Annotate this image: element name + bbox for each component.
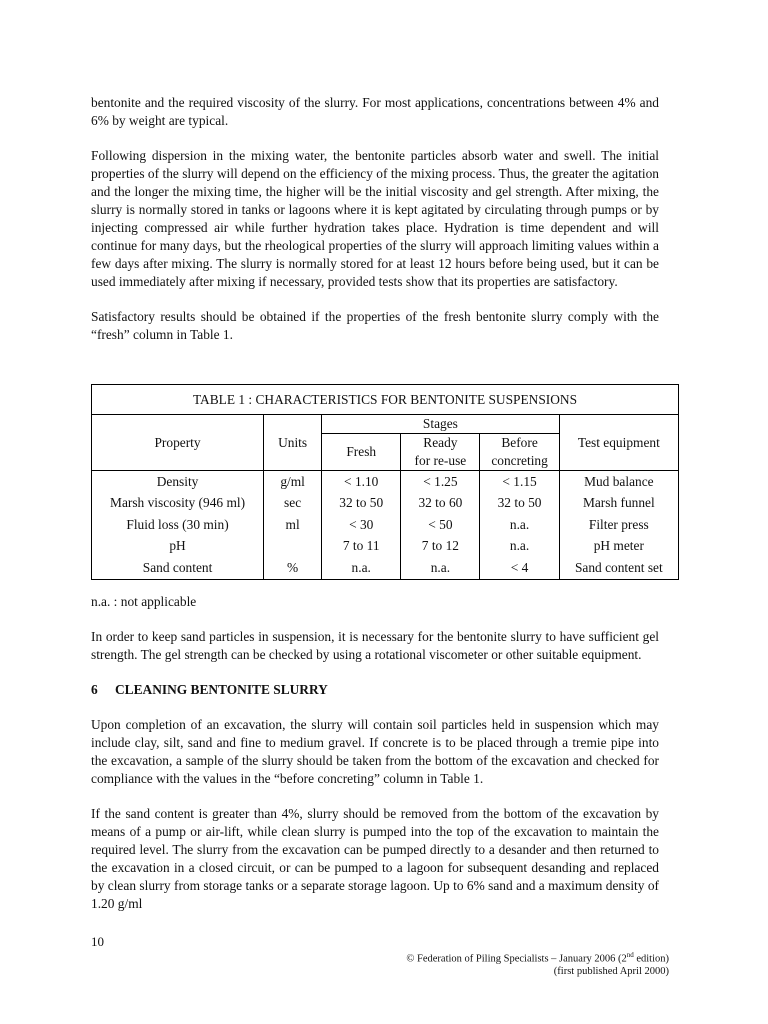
cell-units: g/ml — [264, 471, 322, 493]
cell-ready: 7 to 12 — [401, 536, 480, 558]
paragraph-bentonite-concentration: bentonite and the required viscosity of the slurry. For most applications, concentrations between 4% and 6% by weight are typical. — [91, 95, 659, 128]
cell-fresh: 32 to 50 — [322, 493, 401, 515]
cell-fresh: n.a. — [322, 557, 401, 579]
page-number: 10 — [91, 934, 104, 949]
cell-fresh: < 1.10 — [322, 471, 401, 493]
paragraph-sand-content: If the sand content is greater than 4%, slurry should be removed from the bottom of the excavation by means of a pump or air-lift, while clean slurry is pumped into the top of the excavation to maintain the required level. The slurry from the excavation can be pumped directly to a desander and then returned to the excavation in a closed circuit, or can be pumped to a lagoon for subsequent desanding and replaced by clean slurry from storage tanks or a separate storage lagoon. Up to 6% sand and a maximum density of 1.20 g/ml — [91, 806, 659, 911]
header-test-equipment: Test equipment — [559, 415, 678, 471]
header-ready-line2: for re-use — [414, 453, 467, 468]
header-fresh: Fresh — [322, 434, 401, 471]
cell-property: Marsh viscosity (946 ml) — [92, 493, 264, 515]
footer-copyright — [406, 949, 669, 978]
cell-property: Sand content — [92, 557, 264, 579]
paragraph-gel-strength: In order to keep sand particles in suspension, it is necessary for the bentonite slurry to have sufficient gel strength. The gel strength can be checked by using a rotational viscometer or other suitable equipment. — [91, 629, 659, 662]
header-property: Property — [92, 415, 264, 471]
cell-test: pH meter — [559, 536, 678, 558]
cell-units: % — [264, 557, 322, 579]
top-text-block — [91, 94, 659, 344]
header-stages: Stages — [322, 415, 560, 434]
cell-ready: n.a. — [401, 557, 480, 579]
header-ready-line1: Ready — [423, 435, 458, 450]
cell-ready: < 1.25 — [401, 471, 480, 493]
cell-property: Fluid loss (30 min) — [92, 514, 264, 536]
table-row — [92, 514, 679, 536]
copyright-text: © Federation of Piling Specialists – January 2006 (2 — [406, 953, 627, 965]
table-row — [92, 493, 679, 515]
cell-before: < 4 — [480, 557, 559, 579]
cell-fresh: 7 to 11 — [322, 536, 401, 558]
header-before — [480, 434, 559, 471]
cell-before: n.a. — [480, 536, 559, 558]
table-note: n.a. : not applicable — [91, 594, 197, 609]
table-row — [92, 557, 679, 579]
cell-before: n.a. — [480, 514, 559, 536]
bentonite-characteristics-table — [91, 384, 679, 580]
copyright-edition: edition) — [633, 953, 669, 965]
cell-test: Mud balance — [559, 471, 678, 493]
section-heading — [91, 681, 659, 699]
cell-before: 32 to 50 — [480, 493, 559, 515]
cell-fresh: < 30 — [322, 514, 401, 536]
header-before-line2: concreting — [491, 453, 548, 468]
table-caption: TABLE 1 : CHARACTERISTICS FOR BENTONITE SUSPENSIONS — [92, 385, 679, 415]
paragraph-upon-completion: Upon completion of an excavation, the slurry will contain soil particles held in suspension which may include clay, silt, sand and fine to medium gravel. If concrete is to be placed through a tremie pipe into the excavation, a sample of the slurry should be taken from the bottom of the excavation and checked for compliance with the values in the “before concreting” column in Table 1. — [91, 717, 659, 786]
paragraph-satisfactory-results: Satisfactory results should be obtained if the properties of the fresh bentonite slurry comply with the “fresh” column in Table 1. — [91, 309, 659, 342]
cell-test: Sand content set — [559, 557, 678, 579]
cell-units: ml — [264, 514, 322, 536]
copyright-line — [406, 949, 669, 966]
header-units: Units — [264, 415, 322, 471]
bottom-text-block — [91, 593, 659, 913]
copyright-superscript: nd — [626, 951, 634, 959]
cell-units: sec — [264, 493, 322, 515]
cell-ready: 32 to 60 — [401, 493, 480, 515]
cell-before: < 1.15 — [480, 471, 559, 493]
cell-test: Marsh funnel — [559, 493, 678, 515]
table-row — [92, 536, 679, 558]
header-before-line1: Before — [501, 435, 538, 450]
cell-property: pH — [92, 536, 264, 558]
cell-property: Density — [92, 471, 264, 493]
section-title: CLEANING BENTONITE SLURRY — [115, 682, 328, 697]
paragraph-dispersion: Following dispersion in the mixing water, the bentonite particles absorb water and swell. The initial properties of the slurry will depend on the efficiency of the mixing process. Thus, the greater the agitation and the longer the mixing time, the higher will be the initial viscosity and gel strength. After mixing, the slurry is normally stored in tanks or lagoons where it is kept agitated by circulating through pumps or by injecting compressed air while further hydration takes place. Hydration is time dependent and will continue for many days, but the rheological properties of the slurry will approach limiting values within a few days after mixing. The slurry is normally stored for at least 12 hours before being used, but it can be used immediately after mixing if necessary, provided tests show that its properties are satisfactory. — [91, 148, 659, 289]
section-number: 6 — [91, 682, 98, 697]
cell-test: Filter press — [559, 514, 678, 536]
cell-ready: < 50 — [401, 514, 480, 536]
cell-units — [264, 536, 322, 558]
first-published-line: (first published April 2000) — [553, 965, 669, 977]
table-row — [92, 471, 679, 493]
header-ready — [401, 434, 480, 471]
